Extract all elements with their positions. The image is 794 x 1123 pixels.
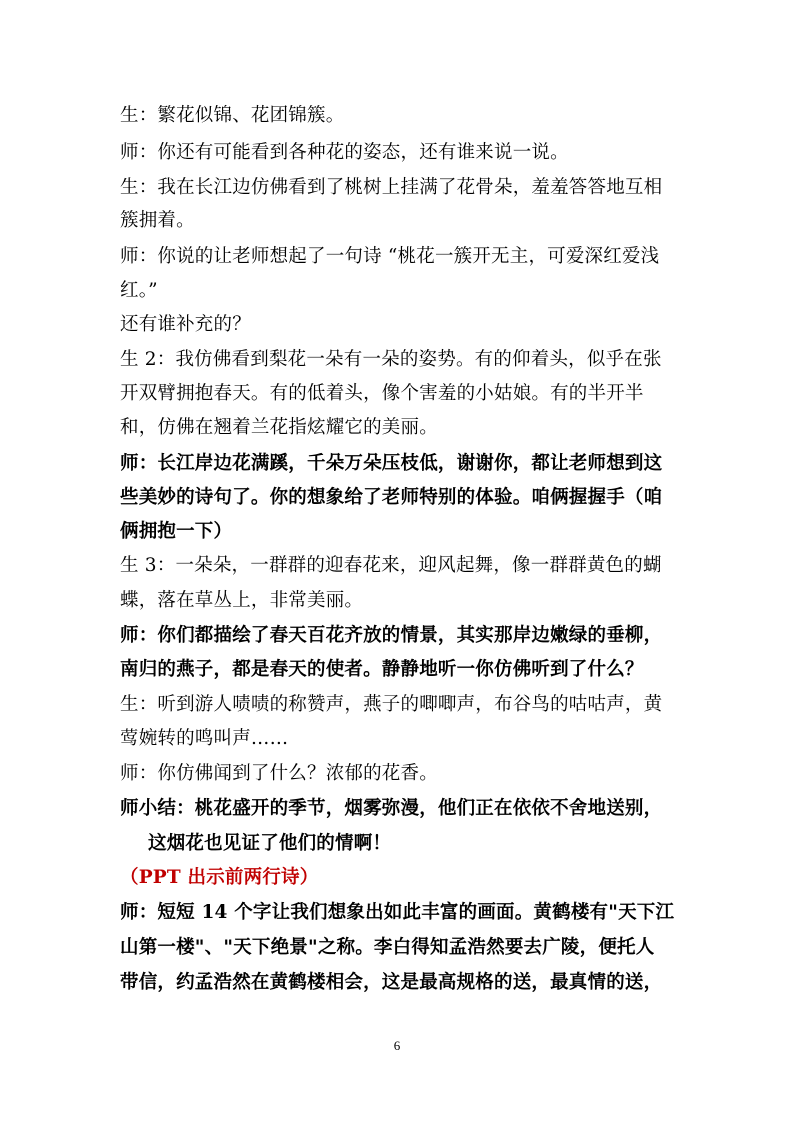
page-number: 6 <box>393 1038 401 1053</box>
text-line-bold: 师：短短 14 个字让我们想象出如此丰富的画面。黄鹤楼有"天下江 <box>120 902 675 923</box>
text-line: 师：你还有可能看到各种花的姿态，还有谁来说一说。 <box>120 142 569 163</box>
text-line: 生：我在长江边仿佛看到了桃树上挂满了花骨朵，羞羞答答地互相 <box>120 177 663 198</box>
text-line: 红。” <box>120 280 158 301</box>
text-line: 还有谁补充的？ <box>120 314 251 335</box>
text-line: 生 2：我仿佛看到梨花一朵有一朵的姿势。有的仰着头，似乎在张 <box>120 349 662 370</box>
text-line: 师：你说的让老师想起了一句诗 “桃花一簇开无主，可爱深红爱浅 <box>120 246 660 267</box>
text-line: 师：你仿佛闻到了什么？浓郁的花香。 <box>120 763 438 784</box>
summary-line: 师小结：桃花盛开的季节，烟雾弥漫，他们正在依依不舍地送别， <box>120 798 663 819</box>
text-line: 和，仿佛在翘着兰花指炫耀它的美丽。 <box>120 417 438 438</box>
text-line-bold: 师：你们都描绘了春天百花齐放的情景，其实那岸边嫩绿的垂柳， <box>120 625 663 646</box>
text-line: 生：繁花似锦、花团锦簇。 <box>120 105 345 126</box>
text-line-bold: 师：长江岸边花满蹊，千朵万朵压枝低，谢谢你，都让老师想到这 <box>120 453 663 474</box>
text-line-bold: 些美妙的诗句了。你的想象给了老师特别的体验。咱俩握握手（咱 <box>120 487 663 508</box>
text-line-bold: 带信，约孟浩然在黄鹤楼相会，这是最高规格的送，最真情的送， <box>120 972 663 993</box>
text-line: 簇拥着。 <box>120 210 195 231</box>
text-line: 莺婉转的鸣叫声…… <box>120 728 289 749</box>
text-line: 开双臂拥抱春天。有的低着头，像个害羞的小姑娘。有的半开半 <box>120 383 644 404</box>
text-line-bold: 山第一楼"、"天下绝景"之称。李白得知孟浩然要去广陵，便托人 <box>120 937 655 958</box>
text-line-bold: 俩拥抱一下） <box>120 521 233 542</box>
summary-line: 这烟花也见证了他们的情啊！ <box>148 833 392 854</box>
ppt-cue: （PPT 出示前两行诗） <box>120 867 319 888</box>
text-line: 生：听到游人啧啧的称赞声，燕子的唧唧声，布谷鸟的咕咕声，黄 <box>120 694 663 715</box>
text-line: 生 3：一朵朵，一群群的迎春花来，迎风起舞，像一群群黄色的蝴 <box>120 555 662 576</box>
text-line-bold: 南归的燕子，都是春天的使者。静静地听一你仿佛听到了什么？ <box>120 659 644 680</box>
text-line: 蝶，落在草丛上，非常美丽。 <box>120 590 364 611</box>
